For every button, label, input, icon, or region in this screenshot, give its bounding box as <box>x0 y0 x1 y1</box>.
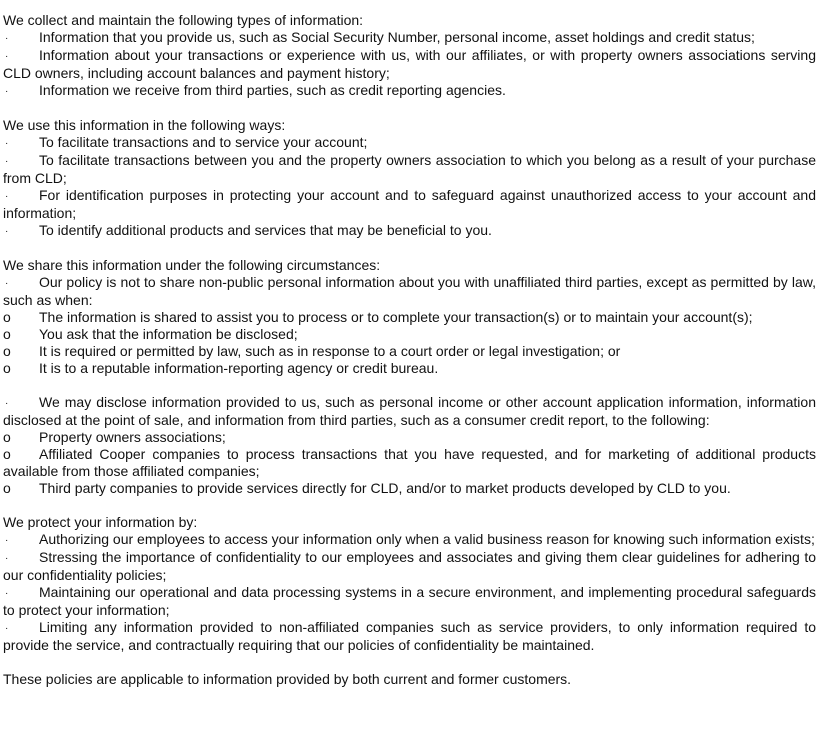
list-item-text: To facilitate transactions and to service your account; <box>39 134 368 150</box>
list-item-text: The information is shared to assist you to process or to complete your transaction(s) or to maintain your account(s); <box>39 309 753 325</box>
section-heading: We share this information under the following circumstances: <box>3 257 381 273</box>
sub-bullet-marker: o <box>3 446 11 462</box>
list-item-text: Third party companies to provide services directly for CLD, and/or to market products developed by CLD to you. <box>39 480 731 496</box>
bullet-marker: · <box>5 156 9 167</box>
paragraph-spacer <box>3 377 816 394</box>
list-item <box>3 584 816 619</box>
section-share <box>3 257 816 497</box>
closing-statement: These policies are applicable to information provided by both current and former customers. <box>3 671 572 687</box>
bullet-marker: · <box>5 278 9 289</box>
list-item <box>3 134 816 152</box>
list-item-text: To identify additional products and services that may be beneficial to you. <box>39 222 492 238</box>
bullet-marker: · <box>5 553 9 564</box>
list-item <box>3 549 816 584</box>
bullet-marker: · <box>5 51 9 62</box>
list-item-text: Limiting any information provided to non-affiliated companies such as service providers, to only information required to provide the service, and contractually requiring that our policies of confidentiality be maintained. <box>3 619 816 653</box>
sub-bullet-marker: o <box>3 360 11 376</box>
section-use <box>3 117 816 240</box>
list-item <box>3 619 816 654</box>
list-item-text: It is to a reputable information-reporting agency or credit bureau. <box>39 360 439 376</box>
sub-list-item <box>3 429 816 446</box>
list-item-text: Our policy is not to share non-public personal information about you with unaffiliated third parties, except as permitted by law, such as when: <box>3 274 816 308</box>
bullet-marker: · <box>5 138 9 149</box>
section-heading: We protect your information by: <box>3 514 198 530</box>
bullet-marker: · <box>5 33 9 44</box>
list-item-text: We may disclose information provided to us, such as personal income or other account application information, information disclosed at the point of sale, and information from third parties, such as a consumer credit report, to the following: <box>3 394 816 428</box>
bullet-marker: · <box>5 588 9 599</box>
list-item-text: To facilitate transactions between you and the property owners association to which you belong as a result of your purchase from CLD; <box>3 152 816 186</box>
section-heading: We use this information in the following ways: <box>3 117 286 133</box>
list-item <box>3 187 816 222</box>
sub-bullet-marker: o <box>3 480 11 496</box>
list-item-text: Information about your transactions or experience with us, with our affiliates, or with property owners associations serving CLD owners, including account balances and payment history; <box>3 47 816 81</box>
sub-bullet-marker: o <box>3 326 11 342</box>
section-collect <box>3 12 816 100</box>
list-item-text: It is required or permitted by law, such as in response to a court order or legal investigation; or <box>39 343 621 359</box>
sub-list-item <box>3 480 816 497</box>
list-item-text: Stressing the importance of confidentiality to our employees and associates and giving them clear guidelines for adhering to our confidentiality policies; <box>3 549 816 583</box>
bullet-marker: · <box>5 86 9 97</box>
bullet-marker: · <box>5 398 9 409</box>
list-item-text: Information we receive from third parties, such as credit reporting agencies. <box>39 82 506 98</box>
list-item-text: You ask that the information be disclosed; <box>39 326 298 342</box>
section-heading: We collect and maintain the following types of information: <box>3 12 364 28</box>
bullet-marker: · <box>5 191 9 202</box>
sub-list-item <box>3 343 816 360</box>
list-item <box>3 394 816 429</box>
list-item-text: Property owners associations; <box>39 429 226 445</box>
list-item-text: Affiliated Cooper companies to process transactions that you have requested, and for marketing of additional products available from those affiliated companies; <box>3 446 816 479</box>
section-protect <box>3 514 816 654</box>
list-item <box>3 82 816 100</box>
sub-list-item <box>3 309 816 326</box>
sub-bullet-marker: o <box>3 309 11 325</box>
list-item-text: For identification purposes in protecting your account and to safeguard against unauthorized access to your account and information; <box>3 187 816 221</box>
list-item <box>3 222 816 240</box>
bullet-marker: · <box>5 535 9 546</box>
sub-list-item <box>3 326 816 343</box>
bullet-marker: · <box>5 226 9 237</box>
list-item <box>3 47 816 82</box>
list-item <box>3 274 816 309</box>
bullet-marker: · <box>5 623 9 634</box>
list-item-text: Information that you provide us, such as Social Security Number, personal income, asset holdings and credit status; <box>39 29 755 45</box>
list-item <box>3 29 816 47</box>
list-item-text: Authorizing our employees to access your information only when a valid business reason for knowing such information exists; <box>39 531 815 547</box>
list-item-text: Maintaining our operational and data processing systems in a secure environment, and implementing procedural safeguards to protect your information; <box>3 584 816 618</box>
sub-bullet-marker: o <box>3 343 11 359</box>
sub-bullet-marker: o <box>3 429 11 445</box>
sub-list-item <box>3 360 816 377</box>
list-item <box>3 152 816 187</box>
sub-list-item <box>3 446 816 480</box>
list-item <box>3 531 816 549</box>
